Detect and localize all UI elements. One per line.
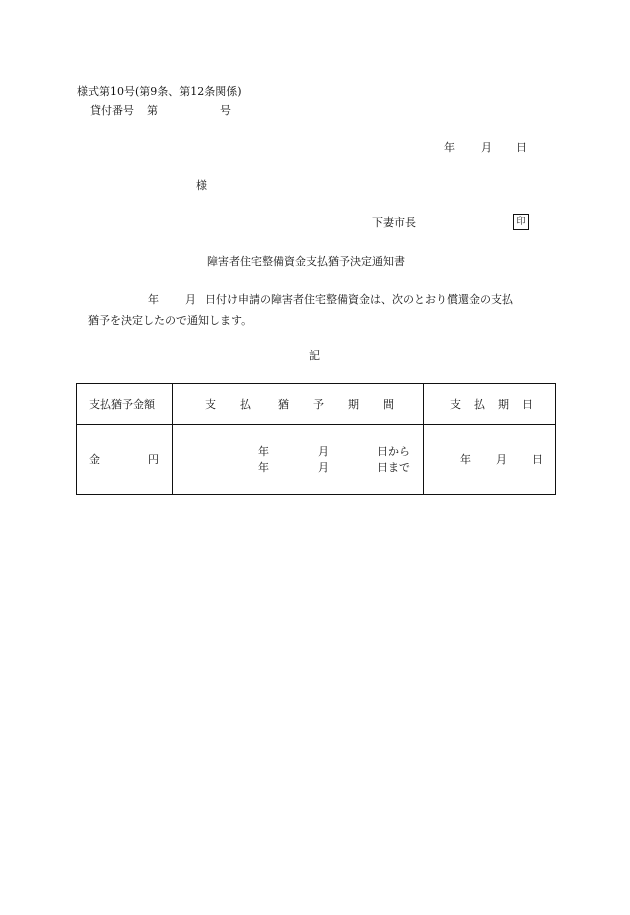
header-period-char: 期	[348, 398, 359, 411]
seal-mark: 印	[513, 214, 529, 230]
document-title: 障害者住宅整備資金支払猶予決定通知書	[207, 255, 405, 268]
body-text-line1: 日付け申請の障害者住宅整備資金は、次のとおり償還金の支払	[205, 293, 513, 306]
loan-number-prefix: 第	[147, 104, 158, 117]
header-period-char: 支	[205, 398, 216, 411]
period-from-day: 日から	[377, 445, 410, 458]
due-year: 年	[460, 453, 471, 466]
period-from-month: 月	[318, 445, 329, 458]
body-text-line2: 猶予を決定したので通知します。	[88, 314, 253, 327]
period-from-year: 年	[258, 445, 269, 458]
period-to-year: 年	[258, 461, 269, 474]
form-number: 様式第10号(第9条、第12条関係)	[77, 85, 242, 98]
date-day-label: 日	[516, 141, 527, 154]
body-month-label: 月	[185, 293, 196, 306]
loan-number-suffix: 号	[220, 104, 231, 117]
body-year-label: 年	[148, 293, 159, 306]
header-period-char: 予	[313, 398, 324, 411]
header-period-char: 払	[240, 398, 251, 411]
header-due-char: 払	[474, 398, 485, 411]
header-period-char: 間	[383, 398, 394, 411]
period-to-month: 月	[318, 461, 329, 474]
header-period-char: 猶	[278, 398, 289, 411]
amount-en: 円	[148, 453, 159, 466]
loan-number-label: 貸付番号	[90, 104, 134, 117]
period-to-day: 日まで	[377, 461, 410, 474]
due-day: 日	[532, 453, 543, 466]
addressee-honorific: 様	[196, 179, 207, 192]
issuer-title: 下妻市長	[372, 216, 416, 229]
amount-kin: 金	[89, 453, 100, 466]
table-divider	[77, 424, 555, 425]
detail-table	[76, 383, 556, 495]
date-month-label: 月	[481, 141, 492, 154]
header-amount: 支払猶予金額	[89, 398, 155, 411]
header-due-char: 期	[498, 398, 509, 411]
header-due-char: 支	[450, 398, 461, 411]
table-divider	[423, 384, 424, 494]
date-year-label: 年	[444, 141, 455, 154]
header-due-char: 日	[522, 398, 533, 411]
table-divider	[172, 384, 173, 494]
ki-heading: 記	[309, 349, 320, 362]
due-month: 月	[496, 453, 507, 466]
